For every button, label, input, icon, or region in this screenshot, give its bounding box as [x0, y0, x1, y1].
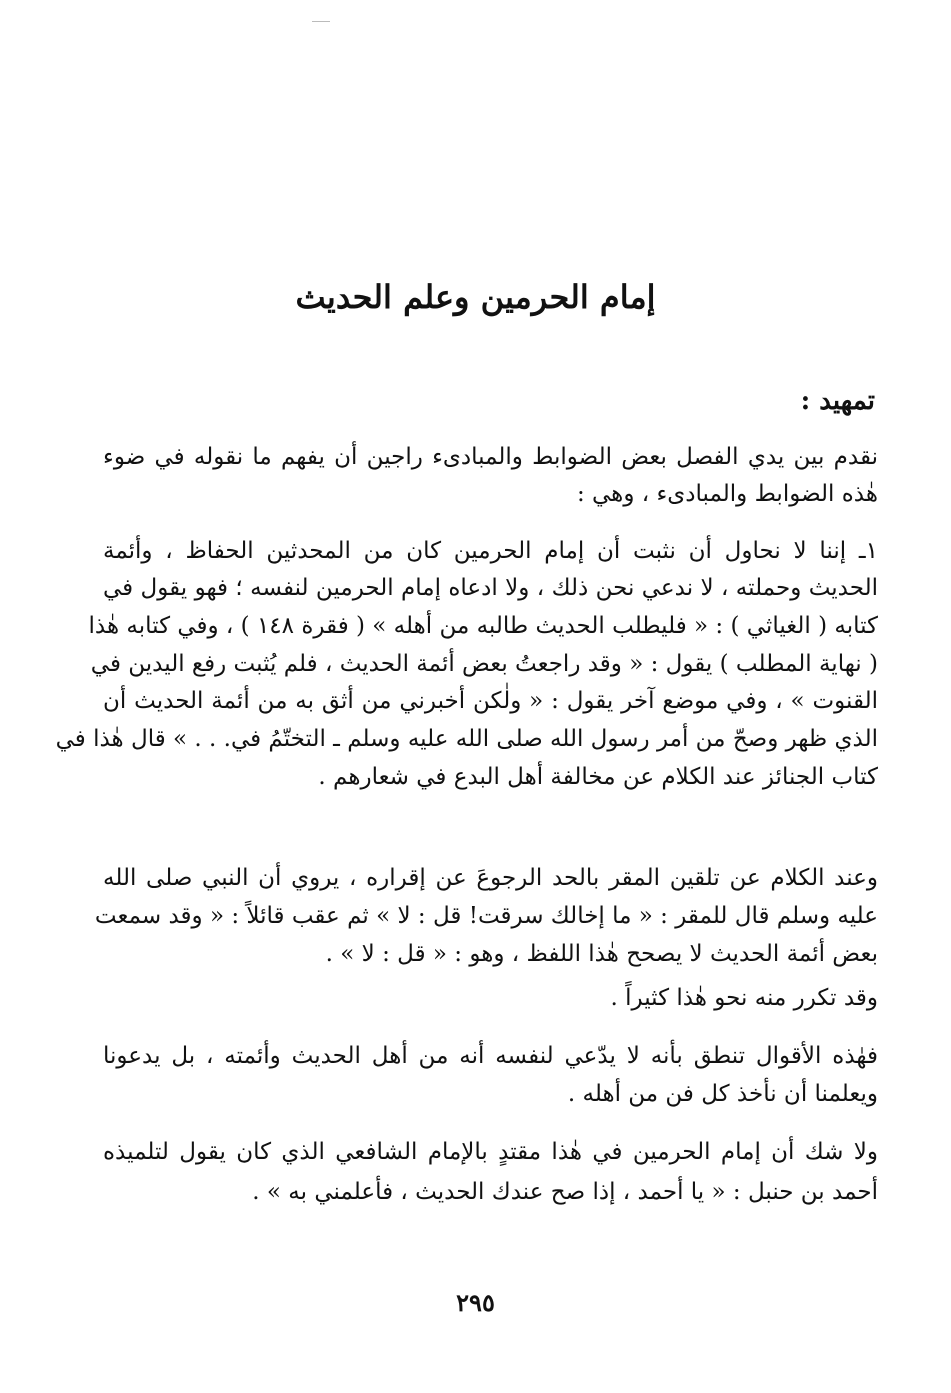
paragraph-line: عليه وسلم قال للمقر : « ما إخالك سرقت! قل : لا » ثم عقب قائلاً : « وقد سمعت — [94, 903, 878, 929]
paragraph-line: ( نهاية المطلب ) يقول : « وقد راجعتُ بعض أئمة الحديث ، فلم يُثبت رفع اليدين في — [90, 651, 878, 677]
paragraph-line: كتابه ( الغياثي ) : « فليطلب الحديث طالبه من أهله » ( فقرة ١٤٨ ) ، وفي كتابه هٰذا — [88, 613, 878, 639]
paragraph-line: وعند الكلام عن تلقين المقر بالحد الرجوعَ عن إقراره ، يروي أن النبي صلى الله — [103, 865, 878, 891]
paragraph-line: أحمد بن حنبل : « يا أحمد ، إذا صح عندك الحديث ، فأعلمني به » . — [252, 1179, 878, 1205]
chapter-title: إمام الحرمين وعلم الحديث — [295, 278, 656, 316]
paragraph-line: الذي ظهر وصحّ من أمر رسول الله صلى الله عليه وسلم ـ التختّمُ في. . . » قال هٰذا في — [55, 726, 878, 752]
paragraph-line: هٰذه الضوابط والمبادىء ، وهي : — [576, 481, 878, 507]
page-number: ٢٩٥ — [456, 1288, 495, 1317]
paragraph-line: ١ـ إننا لا نحاول أن نثبت أن إمام الحرمين كان من المحدثين الحفاظ ، وأئمة — [103, 538, 878, 564]
paragraph-line: كتاب الجنائز عند الكلام عن مخالفة أهل البدع في شعارهم . — [318, 764, 878, 790]
paragraph-line: فهٰذه الأقوال تنطق بأنه لا يدّعي لنفسه أنه من أهل الحديث وأئمته ، بل يدعونا — [103, 1043, 878, 1069]
paragraph-line: ويعلمنا أن نأخذ كل فن من أهله . — [567, 1081, 878, 1107]
paragraph-line: نقدم بين يدي الفصل بعض الضوابط والمبادىء راجين أن يفهم ما نقوله في ضوء — [103, 444, 878, 470]
paragraph-line: بعض أئمة الحديث لا يصحح هٰذا اللفظ ، وهو : « قل : لا » . — [325, 941, 878, 967]
section-heading: تمهيد : — [800, 386, 875, 416]
paragraph-line: وقد تكرر منه نحو هٰذا كثيراً . — [610, 985, 878, 1011]
scan-mark — [312, 21, 330, 22]
paragraph-line: القنوت » ، وفي موضع آخر يقول : « ولٰكن أخبرني من أثق به من أئمة الحديث أن — [103, 688, 878, 714]
paragraph-line: الحديث وحملته ، لا ندعي نحن ذلك ، ولا ادعاه إمام الحرمين لنفسه ؛ فهو يقول في — [103, 575, 878, 601]
paragraph-line: ولا شك أن إمام الحرمين في هٰذا مقتدٍ بالإمام الشافعي الذي كان يقول لتلميذه — [103, 1139, 878, 1165]
